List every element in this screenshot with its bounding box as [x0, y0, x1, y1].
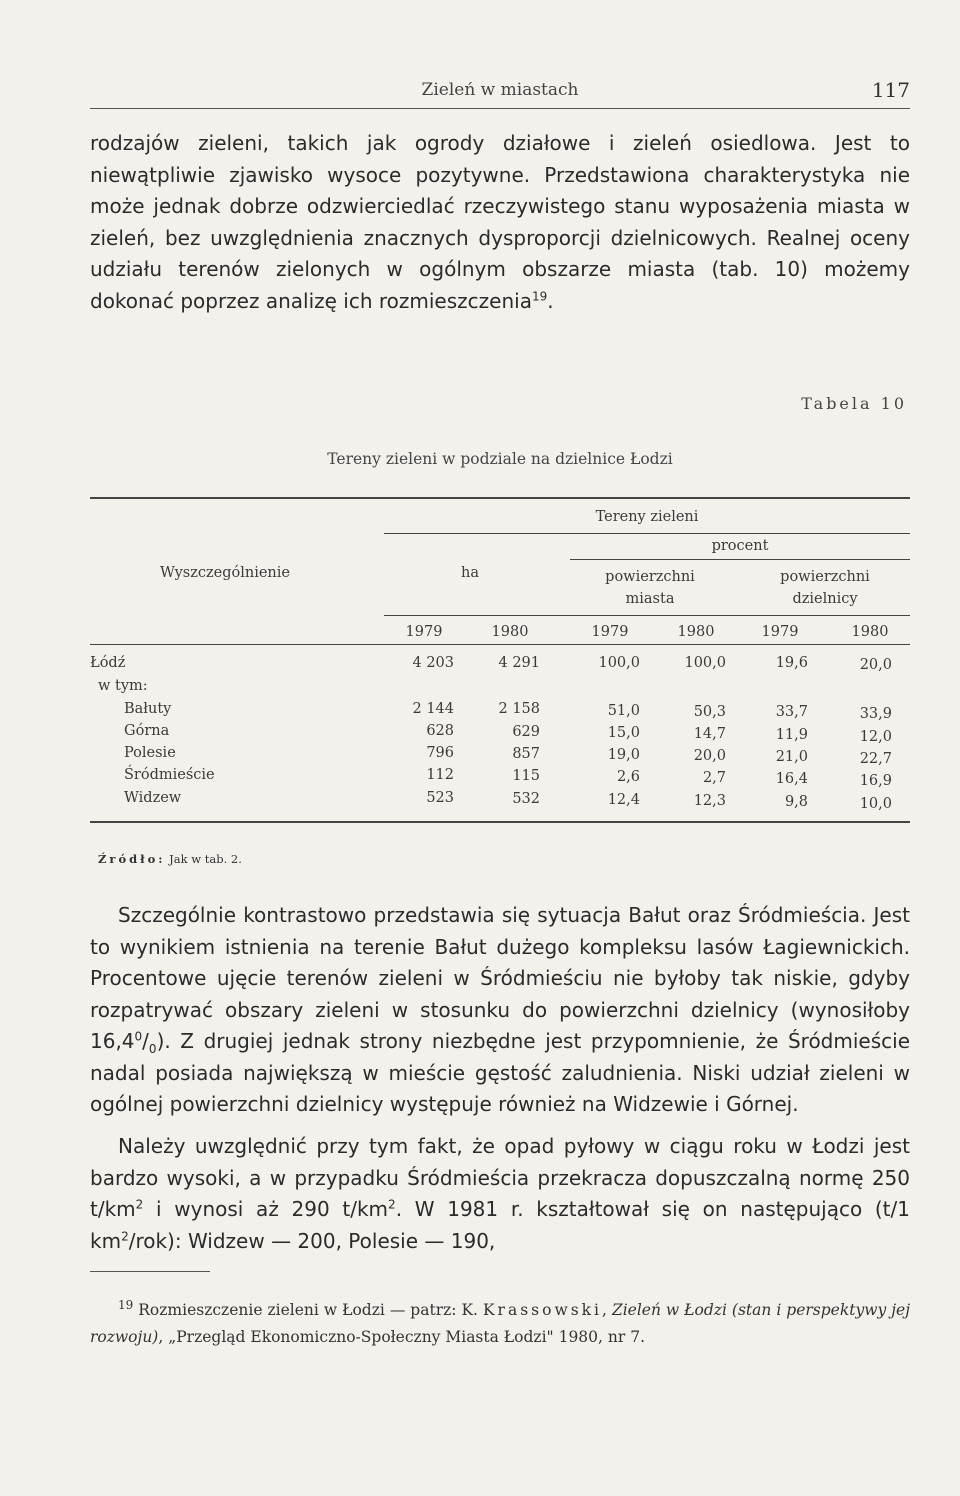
paragraph-contrast-text: Szczególnie kontrastowo przedstawia się sytuacja Bałut oraz Śródmieścia. Jest to wynikiem istnienia na terenie Bałut dużego kompleksu lasów Łagiewnickich. Procentowe ujęcie terenów zieleni w Śródmieściu nie byłoby tak niskie, gdyby rozpatrywać obszary zieleni w stosunku do powierzchni dzielnicy (wynosiłoby 16,4: [90, 903, 910, 1053]
cell-ha-1979: 628: [426, 723, 454, 739]
cell-district-1980: 20,0: [859, 657, 892, 673]
cell-ha-1979: 2 144: [412, 701, 454, 717]
cell-city-1979: 2,6: [616, 769, 640, 785]
paragraph-dust-text: . W 1981 r. kształtował się on następująco (t/1 km: [90, 1197, 910, 1253]
superscript: 2: [135, 1197, 144, 1212]
header-year: 1980: [851, 624, 889, 640]
footnote-reference: 19: [531, 288, 548, 303]
table-title: Tereny zieleni w podziale na dzielnice Łodzi: [327, 450, 673, 468]
cell-city-1980: 100,0: [684, 655, 726, 671]
header-year: 1979: [591, 624, 629, 640]
footnote-number: 19: [118, 1297, 134, 1312]
table-bottom-rule: [90, 821, 910, 823]
cell-ha-1980: 857: [512, 746, 540, 762]
row-label: Łódź: [90, 655, 126, 671]
table-procent-rule: [570, 559, 910, 560]
superscript: 2: [121, 1228, 129, 1243]
cell-city-1979: 19,0: [607, 747, 640, 763]
header-group: Tereny zieleni: [595, 509, 699, 525]
footnote-title: Zieleń w Łodzi (stan i perspektywy jej rozwoju): [90, 1301, 911, 1346]
cell-district-1979: 11,9: [775, 727, 808, 743]
cell-district-1980: 33,9: [859, 706, 892, 722]
percent-slash: /: [142, 1029, 149, 1053]
cell-city-1980: 50,3: [693, 704, 726, 720]
header-pct-city-line2: miasta: [625, 591, 675, 607]
cell-ha-1979: 4 203: [412, 655, 454, 671]
header-procent: procent: [711, 538, 769, 554]
cell-ha-1979: 523: [426, 790, 454, 806]
paragraph-dust: [90, 1131, 910, 1257]
cell-city-1979: 51,0: [607, 703, 640, 719]
table-label: Tabela 10: [801, 394, 907, 413]
cell-ha-1980: 629: [512, 724, 540, 740]
cell-city-1980: 14,7: [693, 726, 726, 742]
paragraph-intro: [90, 128, 910, 317]
cell-district-1980: 12,0: [859, 729, 892, 745]
running-title: Zieleń w miastach: [421, 80, 579, 100]
footnote-text: Rozmieszczenie zieleni w Łodzi — patrz: K.: [133, 1301, 483, 1319]
cell-ha-1979: 112: [426, 767, 454, 783]
source-label: Źródło:: [98, 852, 166, 866]
paragraph-dust-text: Należy uwzględnić przy tym fakt, że opad pyłowy w ciągu roku w Łodzi jest bardzo wysoki, a w przypadku Śródmieścia przekracza dopuszczalną normę 250 t/km: [90, 1134, 910, 1221]
cell-district-1980: 10,0: [859, 796, 892, 812]
cell-city-1979: 100,0: [598, 655, 640, 671]
header-pct-city-line1: powierzchni: [605, 569, 695, 585]
header-pct-district-line2: dzielnicy: [792, 591, 858, 607]
table-group-rule: [384, 533, 910, 534]
row-label: w tym:: [98, 678, 148, 694]
cell-district-1979: 9,8: [784, 794, 808, 810]
cell-city-1980: 20,0: [693, 748, 726, 764]
header-year: 1979: [761, 624, 799, 640]
header-year: 1980: [677, 624, 715, 640]
table-top-rule: [90, 497, 910, 499]
footnote-text: , „Przegląd Ekonomiczno-Społeczny Miasta Łodzi" 1980, nr 7.: [158, 1328, 645, 1346]
header-year: 1979: [405, 624, 443, 640]
paragraph-intro-end: .: [547, 288, 554, 313]
footnote: [90, 1297, 910, 1351]
running-head: [90, 78, 910, 109]
paragraph-intro-text: rodzajów zieleni, takich jak ogrody działowe i zieleń osiedlowa. Jest to niewątpliwie zjawisko wysoce pozytywne. Przedstawiona charakterystyka nie może jednak dobrze odzwierciedlać rzeczywistego stanu wyposażenia miasta w zieleń, bez uwzględnienia znacznych dysproporcji dzielnicowych. Realnej oceny udziału terenów zielonych w ogólnym obszarze miasta (tab. 10) możemy dokonać poprzez analizę ich rozmieszczenia: [90, 131, 910, 313]
cell-city-1980: 2,7: [702, 770, 726, 786]
cell-ha-1979: 796: [426, 745, 454, 761]
cell-ha-1980: 2 158: [498, 701, 540, 717]
cell-city-1980: 12,3: [693, 793, 726, 809]
table-header-rule: [384, 615, 910, 616]
footnote-rule: [90, 1271, 210, 1272]
cell-ha-1980: 532: [512, 791, 540, 807]
header-year: 1980: [491, 624, 529, 640]
cell-city-1979: 12,4: [607, 792, 640, 808]
source-text: Jak w tab. 2.: [169, 852, 242, 866]
header-pct-district-line1: powierzchni: [780, 569, 870, 585]
cell-district-1979: 21,0: [775, 749, 808, 765]
header-ha: ha: [461, 565, 479, 581]
cell-city-1979: 15,0: [607, 725, 640, 741]
row-label: Widzew: [124, 790, 182, 806]
table-source: [98, 852, 242, 866]
paragraph-dust-text: i wynosi aż 290 t/km: [143, 1197, 389, 1221]
cell-ha-1980: 115: [512, 768, 540, 784]
cell-district-1980: 22,7: [859, 751, 892, 767]
footnote-text: ,: [602, 1301, 612, 1319]
percent-sup: 0: [134, 1029, 143, 1044]
paragraph-dust-text: /rok): Widzew — 200, Polesie — 190,: [128, 1228, 496, 1253]
cell-district-1979: 19,6: [775, 655, 808, 671]
table-body-rule: [90, 644, 910, 645]
superscript: 2: [388, 1197, 396, 1212]
row-label: Śródmieście: [124, 767, 215, 783]
paragraph-contrast: [90, 900, 910, 1121]
cell-district-1980: 16,9: [859, 773, 892, 789]
footnote-author: Krassowski: [482, 1301, 603, 1319]
cell-ha-1980: 4 291: [498, 655, 540, 671]
data-table: [90, 497, 910, 827]
row-label: Górna: [124, 723, 170, 739]
cell-district-1979: 33,7: [775, 704, 808, 720]
cell-district-1979: 16,4: [775, 771, 808, 787]
header-row-label: Wyszczególnienie: [160, 565, 290, 581]
paragraph-contrast-rest: ). Z drugiej jednak strony niezbędne jest przypomnienie, że Śródmieście nadal posiada największą w mieście gęstość zaludnienia. Niski udział zieleni w ogólnej powierzchni dzielnicy występuje również na Widzewie i Górnej.: [90, 1029, 910, 1116]
page-number: 117: [871, 78, 910, 102]
percent-sub: 0: [148, 1042, 157, 1056]
row-label: Polesie: [124, 745, 176, 761]
row-label: Bałuty: [124, 701, 172, 717]
